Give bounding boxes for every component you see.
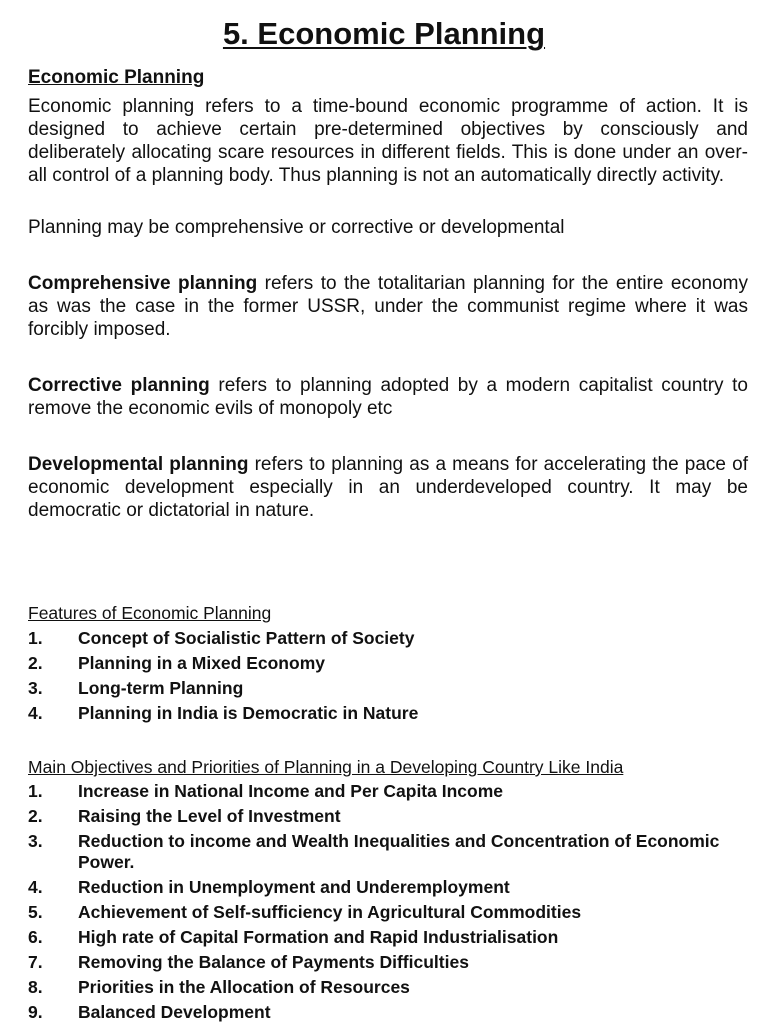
- list-item: [28, 977, 748, 998]
- list-item-text: Raising the Level of Investment: [78, 806, 341, 826]
- comprehensive-planning-paragraph: [28, 272, 748, 341]
- objectives-list: [28, 781, 748, 1023]
- list-item-text: Reduction to income and Wealth Inequalities and Concentration of Economic Power.: [78, 831, 720, 872]
- objectives-heading: Main Objectives and Priorities of Planning in a Developing Country Like India: [28, 757, 624, 777]
- list-item-number: 7.: [28, 952, 43, 972]
- list-item: [28, 678, 748, 699]
- list-item-number: 4.: [28, 877, 43, 897]
- list-item-text: Planning in India is Democratic in Nature: [78, 703, 419, 723]
- list-item-text: High rate of Capital Formation and Rapid Industrialisation: [78, 927, 559, 947]
- corrective-planning-paragraph: [28, 374, 748, 420]
- developmental-planning-term: Developmental planning: [28, 454, 249, 475]
- list-item: [28, 806, 748, 827]
- list-item-number: 6.: [28, 927, 43, 947]
- list-item-number: 9.: [28, 1002, 43, 1022]
- list-item-text: Concept of Socialistic Pattern of Society: [78, 628, 415, 648]
- list-item: [28, 952, 748, 973]
- list-item-text: Priorities in the Allocation of Resources: [78, 977, 410, 997]
- list-item: [28, 781, 748, 802]
- list-item-number: 4.: [28, 703, 43, 723]
- list-item-text: Long-term Planning: [78, 678, 244, 698]
- list-item-number: 1.: [28, 781, 43, 801]
- list-item: [28, 628, 748, 649]
- list-item: [28, 831, 748, 873]
- list-item: [28, 877, 748, 898]
- features-heading: Features of Economic Planning: [28, 603, 272, 623]
- page-title: 5. Economic Planning: [222, 16, 546, 51]
- planning-types-line: Planning may be comprehensive or corrective or developmental: [28, 217, 565, 238]
- comprehensive-planning-text: refers to the totalitarian planning for the entire economy as was the case in the former USSR, under the communist regime where it was forcibly imposed.: [28, 273, 748, 340]
- developmental-planning-paragraph: [28, 453, 748, 522]
- list-item: [28, 927, 748, 948]
- list-item-text: Balanced Development: [78, 1002, 271, 1022]
- list-item-number: 5.: [28, 902, 43, 922]
- list-item: [28, 703, 748, 724]
- developmental-planning-text: refers to planning as a means for accelerating the pace of economic development especially in an underdeveloped country. It may be democratic or dictatorial in nature.: [28, 454, 748, 521]
- list-item-number: 2.: [28, 653, 43, 673]
- list-item: [28, 1002, 748, 1023]
- features-list: [28, 628, 748, 724]
- list-item-number: 3.: [28, 831, 43, 851]
- list-item-text: Removing the Balance of Payments Difficulties: [78, 952, 469, 972]
- list-item-number: 2.: [28, 806, 43, 826]
- corrective-planning-term: Corrective planning: [28, 375, 210, 396]
- list-item: [28, 902, 748, 923]
- section-heading-economic-planning: Economic Planning: [28, 67, 205, 88]
- comprehensive-planning-term: Comprehensive planning: [28, 273, 258, 294]
- list-item-number: 1.: [28, 628, 43, 648]
- corrective-planning-text: refers to planning adopted by a modern capitalist country to remove the economic evils of monopoly etc: [28, 375, 749, 419]
- list-item-text: Increase in National Income and Per Capita Income: [78, 781, 503, 801]
- intro-paragraph: Economic planning refers to a time-bound economic programme of action. It is designed to achieve certain pre-determined objectives by consciously and deliberately allocating scare resources in different fields. This is done under an over-all control of a planning body. Thus planning is not an automatically directly activity.: [28, 96, 748, 186]
- list-item-number: 3.: [28, 678, 43, 698]
- list-item-text: Achievement of Self-sufficiency in Agricultural Commodities: [78, 902, 582, 922]
- list-item-text: Planning in a Mixed Economy: [78, 653, 325, 673]
- list-item-number: 8.: [28, 977, 43, 997]
- list-item-text: Reduction in Unemployment and Underemployment: [78, 877, 510, 897]
- list-item: [28, 653, 748, 674]
